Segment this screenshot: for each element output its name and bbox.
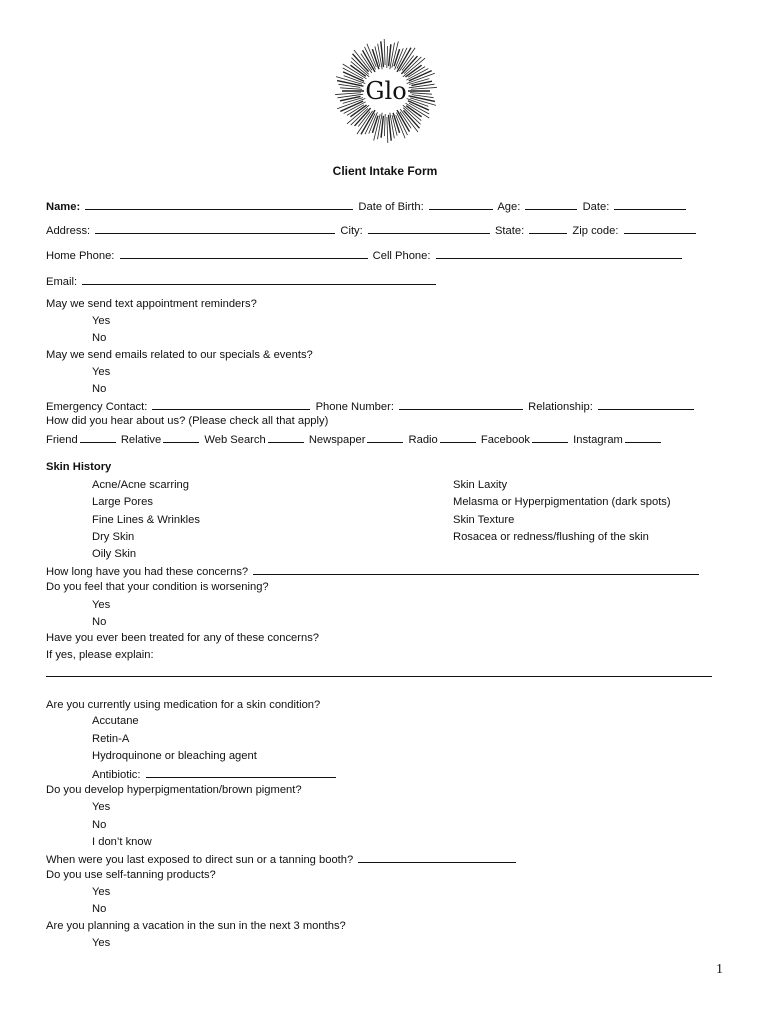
hyperpig-no[interactable]: No	[92, 819, 107, 831]
source-relative-blank[interactable]	[163, 431, 199, 443]
q-how-long: How long have you had these concerns?	[46, 566, 249, 578]
skin-concern-item[interactable]: Melasma or Hyperpigmentation (dark spots)	[453, 496, 671, 508]
source-instagram[interactable]: Instagram	[573, 434, 623, 446]
relationship-label: Relationship:	[528, 401, 593, 413]
source-facebook-blank[interactable]	[532, 431, 568, 443]
emails-no[interactable]: No	[92, 383, 107, 395]
how-long-field[interactable]	[253, 563, 699, 575]
source-newspaper-blank[interactable]	[367, 431, 403, 443]
address-label: Address:	[46, 225, 91, 237]
source-instagram-blank[interactable]	[625, 431, 661, 443]
home-phone-field[interactable]	[120, 247, 368, 259]
explain-field[interactable]	[46, 676, 712, 677]
q-explain: If yes, please explain:	[46, 649, 154, 661]
emergency-contact-field[interactable]	[152, 398, 310, 410]
zip-field[interactable]	[624, 222, 696, 234]
text-reminders-no[interactable]: No	[92, 332, 107, 344]
address-field[interactable]	[95, 222, 335, 234]
medication-item[interactable]: Hydroquinone or bleaching agent	[92, 750, 257, 762]
state-field[interactable]	[529, 222, 567, 234]
text-reminders-yes[interactable]: Yes	[92, 315, 111, 327]
home-phone-label: Home Phone:	[46, 250, 115, 262]
source-facebook[interactable]: Facebook	[480, 434, 531, 446]
source-web-search-blank[interactable]	[268, 431, 304, 443]
skin-history-heading: Skin History	[46, 461, 112, 473]
page-number: 1	[716, 962, 723, 977]
q-emails: May we send emails related to our specials & events?	[46, 349, 313, 361]
source-newspaper[interactable]: Newspaper	[308, 434, 366, 446]
date-field[interactable]	[614, 198, 686, 210]
form-title: Client Intake Form	[332, 164, 438, 178]
zip-label: Zip code:	[572, 225, 619, 237]
address-row	[46, 222, 698, 238]
medication-item[interactable]: Retin-A	[92, 733, 130, 745]
email-field[interactable]	[82, 273, 436, 285]
logo-text: Glo	[365, 77, 407, 105]
worsening-no[interactable]: No	[92, 616, 107, 628]
skin-concern-item[interactable]: Skin Texture	[453, 514, 515, 526]
skin-concern-item[interactable]: Rosacea or redness/flushing of the skin	[453, 531, 649, 543]
source-friend-blank[interactable]	[80, 431, 116, 443]
source-radio-blank[interactable]	[440, 431, 476, 443]
hyperpig-yes[interactable]: Yes	[92, 801, 111, 813]
name-field[interactable]	[85, 198, 353, 210]
antibiotic-field[interactable]	[146, 766, 336, 778]
skin-concern-item[interactable]: Fine Lines & Wrinkles	[92, 514, 200, 526]
q-self-tan: Do you use self-tanning products?	[46, 869, 216, 881]
skin-concern-item[interactable]: Oily Skin	[92, 548, 137, 560]
antibiotic-row	[92, 766, 338, 782]
source-radio[interactable]: Radio	[408, 434, 438, 446]
how-long-row	[46, 563, 701, 579]
email-label: Email:	[46, 276, 78, 288]
age-label: Age:	[497, 201, 521, 213]
self-tan-yes[interactable]: Yes	[92, 886, 111, 898]
city-field[interactable]	[368, 222, 490, 234]
q-worsening: Do you feel that your condition is worsening?	[46, 581, 269, 593]
date-label: Date:	[582, 201, 610, 213]
city-label: City:	[340, 225, 363, 237]
name-row	[46, 198, 688, 214]
emergency-row	[46, 398, 696, 414]
emergency-phone-field[interactable]	[399, 398, 523, 410]
cell-phone-label: Cell Phone:	[372, 250, 431, 262]
q-sun: When were you last exposed to direct sun or a tanning booth?	[46, 854, 354, 866]
q-treated: Have you ever been treated for any of these concerns?	[46, 632, 320, 644]
q-hyperpig: Do you develop hyperpigmentation/brown pigment?	[46, 784, 302, 796]
q-medication: Are you currently using medication for a skin condition?	[46, 699, 321, 711]
skin-concern-item[interactable]: Skin Laxity	[453, 479, 508, 491]
skin-concern-item[interactable]: Dry Skin	[92, 531, 135, 543]
email-row	[46, 273, 438, 289]
cell-phone-field[interactable]	[436, 247, 682, 259]
sun-field[interactable]	[358, 851, 516, 863]
q-text-reminders: May we send text appointment reminders?	[46, 298, 257, 310]
source-friend[interactable]: Friend	[46, 434, 78, 446]
vacation-yes[interactable]: Yes	[92, 937, 111, 949]
emergency-phone-label: Phone Number:	[315, 401, 394, 413]
medication-item[interactable]: Accutane	[92, 715, 139, 727]
hyperpig-dont-know[interactable]: I don’t know	[92, 836, 152, 848]
emergency-contact-label: Emergency Contact:	[46, 401, 148, 413]
source-web-search[interactable]: Web Search	[204, 434, 266, 446]
skin-concern-item[interactable]: Large Pores	[92, 496, 153, 508]
worsening-yes[interactable]: Yes	[92, 599, 111, 611]
name-label: Name:	[46, 201, 81, 213]
sources-row	[46, 431, 663, 447]
state-label: State:	[494, 225, 525, 237]
relationship-field[interactable]	[598, 398, 694, 410]
self-tan-no[interactable]: No	[92, 903, 107, 915]
source-relative[interactable]: Relative	[120, 434, 162, 446]
phone-row	[46, 247, 684, 263]
q-vacation: Are you planning a vacation in the sun in the next 3 months?	[46, 920, 346, 932]
skin-concern-item[interactable]: Acne/Acne scarring	[92, 479, 190, 491]
dob-label: Date of Birth:	[358, 201, 424, 213]
sun-row	[46, 851, 518, 867]
emails-yes[interactable]: Yes	[92, 366, 111, 378]
dob-field[interactable]	[429, 198, 493, 210]
age-field[interactable]	[525, 198, 577, 210]
medication-item[interactable]: Antibiotic:	[92, 769, 141, 781]
q-hear-about: How did you hear about us? (Please check all that apply)	[46, 415, 329, 427]
glo-logo	[331, 36, 441, 146]
